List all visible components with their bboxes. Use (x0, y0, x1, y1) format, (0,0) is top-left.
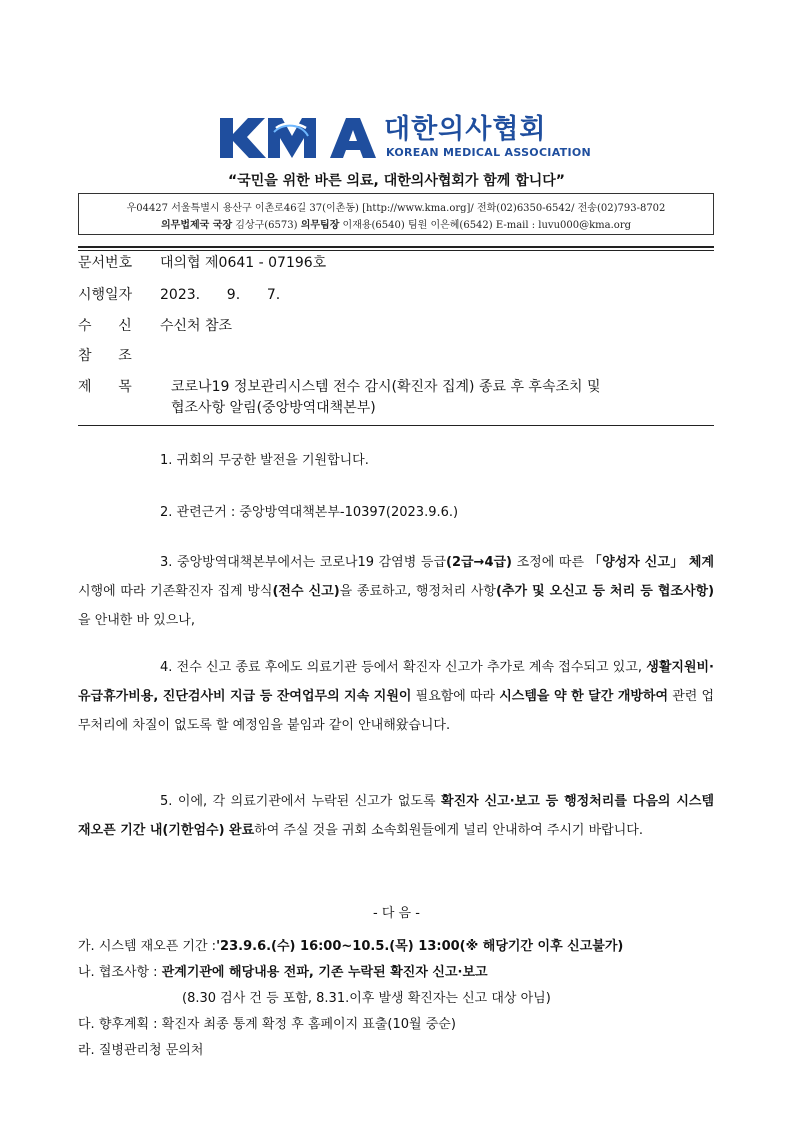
team-label: 의무팀장 (300, 220, 340, 231)
p3-text-i: 을 안내한 바 있으나, (78, 613, 195, 628)
detail-item-b (78, 963, 488, 983)
contact-address: 우04427 서울특별시 용산구 이촌로46길 37(이촌동) [http://www.kma.org]/ 전화(02)6350-6542/ 전송(02)793-8702 (126, 203, 666, 214)
p5-text-a: 5. 이에, 각 의료기관에서 누락된 신고가 없도록 (160, 794, 442, 809)
paragraph-5 (78, 787, 714, 845)
p3-text-g: 을 종료하고, 행정처리 사항 (339, 584, 496, 599)
director-name: 김상구(6573) (235, 220, 298, 231)
detail-a-value: '23.9.6.(수) 16:00~10.5.(목) 13:00(※ 해당기간 이후 신고불가) (216, 939, 624, 954)
p3-bold-h: (추가 및 오신고 등 처리 등 협조사항) (495, 584, 715, 599)
p3-text-c: 조정에 따른 (512, 555, 589, 570)
subject-label: 제 목 (78, 379, 132, 395)
paragraph-1: 1. 귀회의 무궁한 발전을 기원합니다. (160, 453, 369, 468)
p3-bold-b: (2급→4급) (446, 555, 512, 570)
details-heading: - 다 음 - (373, 906, 420, 921)
paragraph-3 (78, 548, 714, 635)
p3-bold-f: (전수 신고) (272, 584, 340, 599)
doc-number: 대의협 제0641 - 07196호 (160, 255, 327, 271)
subject-row (78, 377, 601, 397)
subject-line-2: 협조사항 알림(중앙방역대책본부) (171, 400, 376, 416)
paragraph-2: 2. 관련근거 : 중앙방역대책본부-10397(2023.9.6.) (160, 505, 459, 520)
subject-line-1: 코로나19 정보관리시스템 전수 감시(확진자 집계) 종료 후 후속조치 및 (171, 379, 601, 395)
reference-label: 참 조 (78, 348, 132, 364)
date-label: 시행일자 (78, 287, 133, 303)
contact-staff (79, 216, 713, 231)
paragraph-4 (78, 653, 714, 740)
meta-rule (78, 425, 714, 426)
detail-item-d: 라. 질병관리청 문의처 (78, 1043, 204, 1058)
p4-text-c: 필요함에 따라 (411, 689, 500, 704)
org-name-korean: 대한의사협회 (384, 114, 547, 145)
recipient-label: 수 신 (78, 318, 132, 334)
director-label: 의무법제국 국장 (161, 220, 233, 231)
detail-b-label: 나. 협조사항 : (78, 965, 162, 980)
slogan: “국민을 위한 바른 의료, 대한의사협회가 함께 합니다” (228, 173, 565, 189)
detail-item-a (78, 937, 623, 957)
date-value: 2023. 9. 7. (160, 287, 281, 303)
p3-text-a: 3. 중앙방역대책본부에서는 코로나19 감염병 등급 (160, 555, 447, 570)
doc-number-label: 문서번호 (78, 255, 133, 271)
contact-box (78, 193, 714, 235)
kma-logo-icon (218, 114, 378, 160)
reference-row (78, 346, 132, 366)
detail-b-value: 관계기관에 해당내용 전파, 기존 누락된 확진자 신고·보고 (161, 965, 488, 980)
p4-text-e: 관련 업무처리에 차질이 없도록 할 예정임을 붙임과 같이 안내해왔습니다. (78, 689, 715, 733)
header-rule-top (78, 246, 714, 248)
p5-bold-b: 확진자 신고·보고 등 행정처리를 다음의 시스템 재오픈 기간 내(기한엄수) 완료 (78, 794, 714, 838)
p3-bold-d: 「양성자 신고」 체계 (588, 555, 715, 570)
detail-a-label: 가. 시스템 재오픈 기간 : (78, 939, 217, 954)
p4-text-a: 4. 전수 신고 종료 후에도 의료기관 등에서 확진자 신고가 추가로 계속 접수되고 있고, (160, 660, 647, 675)
p4-bold-b: 생활지원비·유급휴가비용, 진단검사비 지급 등 잔여업무의 지속 지원이 (78, 660, 714, 704)
date-row (78, 285, 281, 305)
p4-bold-d: 시스템을 약 한 달간 개방하여 (499, 689, 669, 704)
detail-item-c: 다. 향후계획 : 확진자 최종 통계 확정 후 홈페이지 표출(10월 중순) (78, 1017, 456, 1032)
p5-text-c: 하여 주실 것을 귀회 소속회원들에게 널리 안내하여 주시기 바랍니다. (254, 823, 643, 838)
p3-text-e: 시행에 따라 기존확진자 집계 방식 (78, 584, 273, 599)
team-lead: 이재용(6540) 팀원 이은혜(6542) E-mail : luvu000@kma.org (342, 220, 631, 231)
doc-number-row (78, 253, 327, 273)
header-rule-bottom (78, 250, 714, 251)
detail-b-note: (8.30 검사 건 등 포함, 8.31.이후 발생 확진자는 신고 대상 아님) (182, 991, 551, 1006)
recipient-row (78, 316, 233, 336)
recipient-value: 수신처 참조 (160, 318, 233, 334)
org-name-english: KOREAN MEDICAL ASSOCIATION (386, 146, 592, 159)
